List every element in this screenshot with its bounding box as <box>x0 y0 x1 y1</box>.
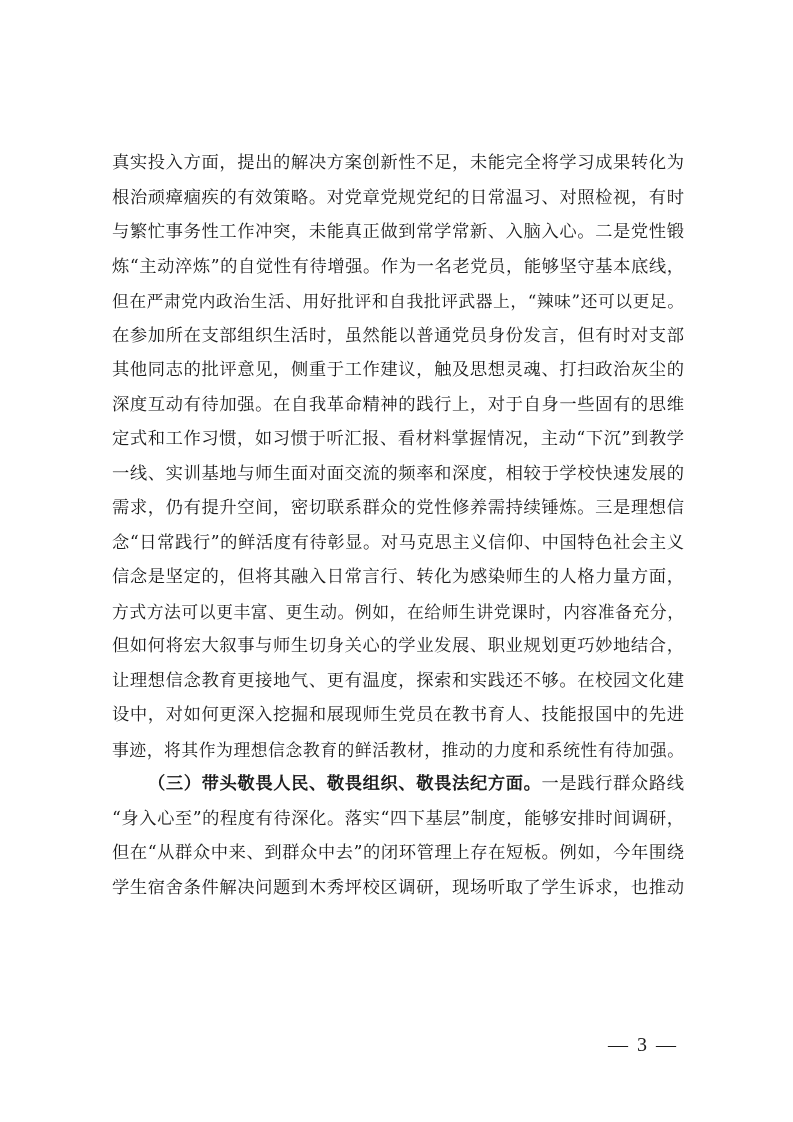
text-line: 与繁忙事务性工作冲突，未能真正做到常学常新、入脑入心。二是党性锻 <box>112 222 684 242</box>
text-line: 其他同志的批评意见，侧重于工作建议，触及思想灵魂、打扫政治灰尘的 <box>112 360 684 380</box>
text-line: 在参加所在支部组织生活时，虽然能以普通党员身份发言，但有时对支部 <box>112 325 684 346</box>
text-line: 根治顽瘴痼疾的有效策略。对党章党规党纪的日常温习、对照检视，有时 <box>112 187 684 208</box>
section-heading-rest: 一是践行群众路线 <box>541 774 684 794</box>
text-line-heading <box>112 767 684 802</box>
text-line: 但在严肃党内政治生活、用好批评和自我批评武器上，“辣味”还可以更足。 <box>112 291 684 311</box>
text-line: 真实投入方面，提出的解决方案创新性不足，未能完全将学习成果转化为 <box>112 153 684 173</box>
text-line: 深度互动有待加强。在自我革命精神的践行上，对于自身一些固有的思维 <box>112 394 684 415</box>
text-line: 一线、实训基地与师生面对面交流的频率和深度，相较于学校快速发展的 <box>112 463 684 484</box>
text-line: 方式方法可以更丰富、更生动。例如，在给师生讲党课时，内容准备充分， <box>112 601 684 622</box>
text-line: “身入心至”的程度有待深化。落实“四下基层”制度，能够安排时间调研， <box>112 808 684 829</box>
section-heading: （三）带头敬畏人民、敬畏组织、敬畏法纪方面。 <box>148 774 542 794</box>
text-line: 炼“主动淬炼”的自觉性有待增强。作为一名老党员，能够坚守基本底线， <box>112 256 684 277</box>
text-line: 事迹，将其作为理想信念教育的鲜活教材，推动的力度和系统性有待加强。 <box>112 739 684 760</box>
paragraph-1 <box>112 146 684 767</box>
body-text <box>112 146 684 905</box>
text-line: 需求，仍有提升空间，密切联系群众的党性修养需持续锤炼。三是理想信 <box>112 498 684 518</box>
text-line: 但如何将宏大叙事与师生切身关心的学业发展、职业规划更巧妙地结合， <box>112 636 684 656</box>
text-line: 学生宿舍条件解决问题到木秀坪校区调研，现场听取了学生诉求，也推动 <box>112 877 684 898</box>
text-line: 但在“从群众中来、到群众中去”的闭环管理上存在短板。例如，今年围绕 <box>112 843 684 863</box>
text-line: 让理想信念教育更接地气、更有温度，探索和实践还不够。在校园文化建 <box>112 670 684 691</box>
paragraph-2 <box>112 767 684 905</box>
text-line: 念“日常践行”的鲜活度有待彰显。对马克思主义信仰、中国特色社会主义 <box>112 532 684 553</box>
page-number: — 3 — <box>608 1034 678 1056</box>
text-line: 定式和工作习惯，如习惯于听汇报、看材料掌握情况，主动“下沉”到教学 <box>112 429 684 449</box>
text-line: 信念是坚定的，但将其融入日常言行、转化为感染师生的人格力量方面， <box>112 567 684 587</box>
text-line: 设中，对如何更深入挖掘和展现师生党员在教书育人、技能报国中的先进 <box>112 705 684 725</box>
